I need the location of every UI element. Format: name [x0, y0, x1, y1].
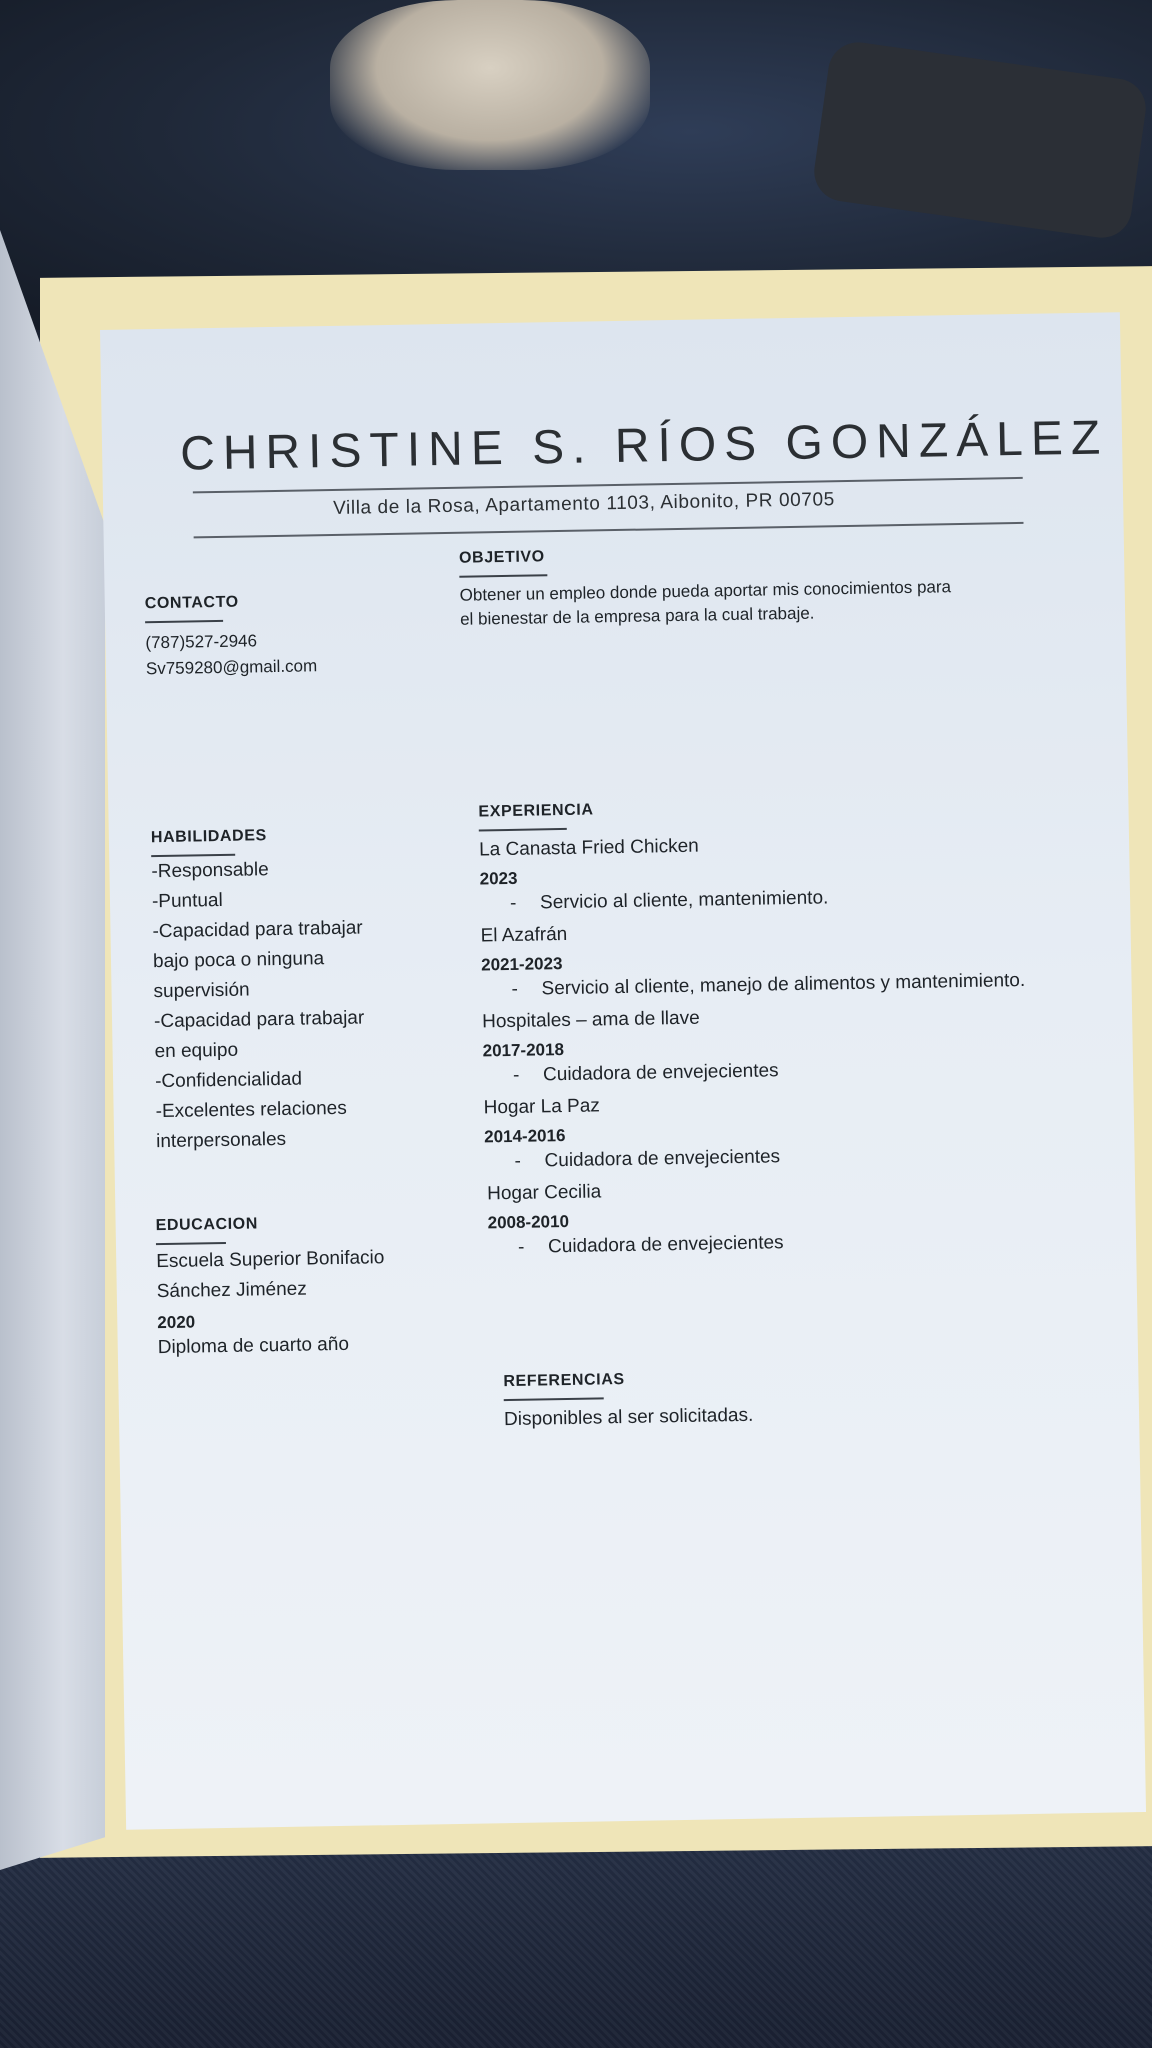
- objetivo-heading: OBJETIVO: [458, 548, 545, 567]
- contacto-heading: CONTACTO: [144, 593, 239, 613]
- job-duty-dash: -: [514, 1150, 522, 1172]
- job-employer: Hospitales – ama de llave: [481, 1007, 700, 1033]
- job-years: 2021-2023: [480, 954, 563, 975]
- job-duty-dash: -: [517, 1236, 525, 1258]
- skill-line: interpersonales: [155, 1128, 287, 1153]
- skill-line: en equipo: [154, 1039, 239, 1063]
- contact-email: Sv759280@gmail.com: [145, 656, 318, 679]
- job-employer: El Azafrán: [480, 923, 568, 947]
- job-years: 2008-2010: [487, 1211, 570, 1233]
- job-duty: Cuidadora de envejecientes: [547, 1232, 784, 1258]
- education-year: 2020: [157, 1312, 196, 1333]
- name-rule-top: [193, 477, 1023, 493]
- resume-name: CHRISTINE S. RÍOS GONZÁLEZ: [179, 411, 1109, 481]
- resume-address: Villa de la Rosa, Apartamento 1103, Aibonito, PR 00705: [332, 489, 836, 519]
- habilidades-heading: HABILIDADES: [150, 827, 267, 847]
- skill-line: supervisión: [153, 979, 250, 1003]
- diploma: Diploma de cuarto año: [157, 1333, 350, 1359]
- referencias-underline: [504, 1397, 604, 1401]
- name-rule-bottom: [194, 522, 1024, 538]
- school-line-1: Escuela Superior Bonifacio: [156, 1247, 385, 1273]
- referencias-text: Disponibles al ser solicitadas.: [503, 1404, 754, 1431]
- educacion-heading: EDUCACION: [155, 1215, 259, 1235]
- skill-line: -Responsable: [151, 859, 269, 883]
- objetivo-line-1: Obtener un empleo donde pueda aportar mis conocimientos para: [459, 577, 952, 605]
- habilidades-list: [151, 854, 366, 1158]
- referencias-heading: REFERENCIAS: [503, 1371, 625, 1391]
- skill-line: bajo poca o ninguna: [152, 948, 325, 973]
- experiencia-heading: EXPERIENCIA: [478, 801, 594, 821]
- job-duty: Cuidadora de envejecientes: [544, 1146, 781, 1172]
- job-years: 2023: [479, 868, 518, 889]
- job-employer: La Canasta Fried Chicken: [478, 835, 699, 861]
- resume-page: [100, 312, 1146, 1830]
- skill-line: -Confidencialidad: [154, 1068, 303, 1093]
- job-years: 2014-2016: [483, 1126, 566, 1147]
- job-duty: Servicio al cliente, mantenimiento.: [539, 887, 829, 914]
- contacto-underline: [145, 620, 223, 623]
- skill-line: -Capacidad para trabajar: [153, 1007, 365, 1033]
- contact-phone: (787)527-2946: [145, 631, 258, 653]
- skill-line: -Excelentes relaciones: [155, 1097, 347, 1123]
- job-duty: Cuidadora de envejecientes: [542, 1060, 779, 1086]
- job-employer: Hogar Cecilia: [486, 1181, 602, 1205]
- experiencia-underline: [479, 828, 567, 832]
- objetivo-line-2: el bienestar de la empresa para la cual trabaje.: [459, 603, 815, 629]
- job-years: 2017-2018: [482, 1040, 565, 1061]
- job-duty: Servicio al cliente, manejo de alimentos y mantenimiento.: [541, 969, 1026, 1000]
- skill-line: -Capacidad para trabajar: [152, 917, 363, 943]
- background-cloth: [330, 0, 650, 170]
- objetivo-underline: [459, 574, 547, 578]
- job-duty-dash: -: [509, 892, 517, 914]
- job-duty-dash: -: [512, 1064, 520, 1086]
- skill-line: -Puntual: [151, 889, 223, 913]
- school-line-2: Sánchez Jiménez: [156, 1278, 307, 1303]
- job-duty-dash: -: [511, 978, 519, 1000]
- job-employer: Hogar La Paz: [483, 1095, 600, 1119]
- educacion-underline: [156, 1242, 226, 1245]
